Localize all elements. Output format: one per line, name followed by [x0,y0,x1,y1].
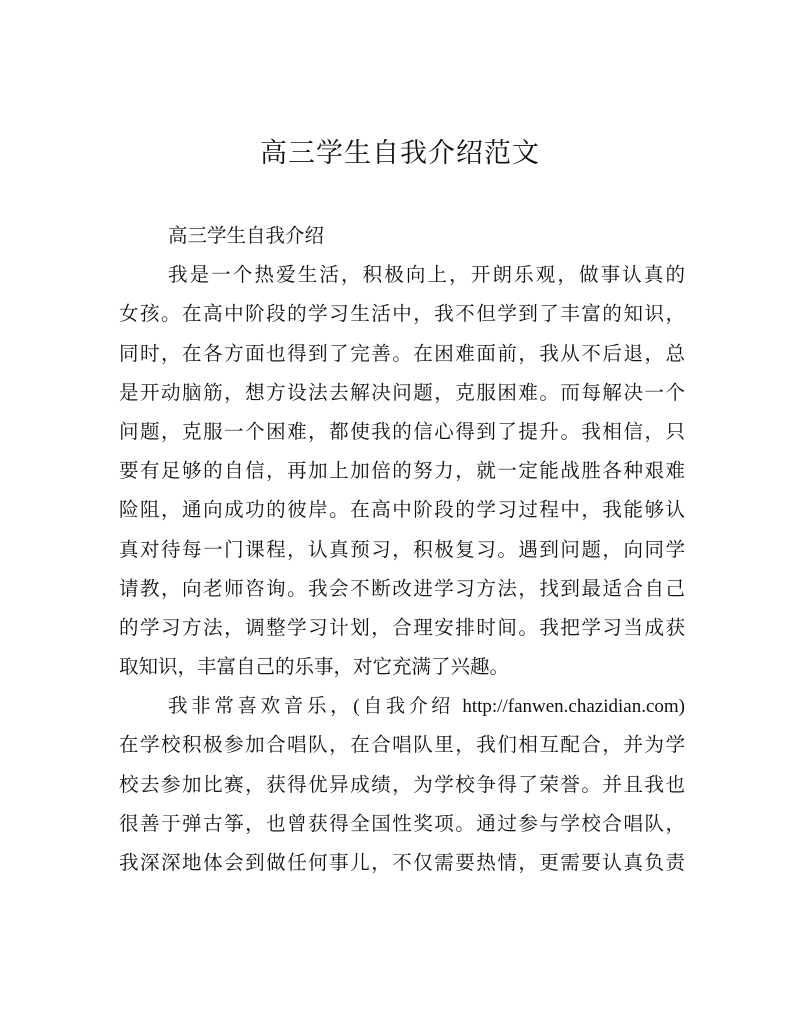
paragraph-line: 很善于弹古筝，也曾获得全国性奖项。通过参与学校合唱队， [119,811,685,835]
paragraph-line: 同时，在各方面也得到了完善。在困难面前，我从不后退，总 [119,341,685,365]
paragraph-line: 险阻，通向成功的彼岸。在高中阶段的学习过程中，我能够认 [119,498,685,522]
paragraph-line: 真对待每一门课程，认真预习，积极复习。遇到问题，向同学 [119,537,685,561]
paragraph-line: 校去参加比赛，获得优异成绩，为学校争得了荣誉。并且我也 [119,772,685,796]
source-reference: (自我介绍 http://fanwen.chazidian.com) [353,696,685,718]
paragraph-line: 女孩。在高中阶段的学习生活中，我不但学到了丰富的知识， [119,302,685,326]
paragraph-line: 我深深地体会到做任何事儿，不仅需要热情，更需要认真负责 [119,851,685,874]
paragraph-line: 是开动脑筋，想方设法去解决问题，克服困难。而每解决一个 [119,380,685,404]
paragraph-line: 的学习方法，调整学习计划，合理安排时间。我把学习当成获 [119,615,685,639]
paragraph-line: 请教，向老师咨询。我会不断改进学习方法，找到最适合自己 [119,576,685,600]
paragraph-line: 在学校积极参加合唱队，在合唱队里，我们相互配合，并为学 [119,733,685,757]
paragraph-line-with-link [119,686,685,725]
paragraph-line: 我是一个热爱生活，积极向上，开朗乐观，做事认真的 [168,263,685,287]
paragraph-line: 取知识，丰富自己的乐事，对它充满了兴趣。 [119,655,510,679]
paragraph-line: 要有足够的自信，再加上加倍的努力，就一定能战胜各种艰难 [119,459,685,483]
document-title: 高三学生自我介绍范文 [260,138,540,169]
subheading: 高三学生自我介绍 [168,224,325,247]
paragraph-line-prefix: 我非常喜欢音乐， [168,694,354,718]
paragraph-line: 问题，克服一个困难，都使我的信心得到了提升。我相信，只 [119,419,685,443]
document-body [119,216,685,882]
